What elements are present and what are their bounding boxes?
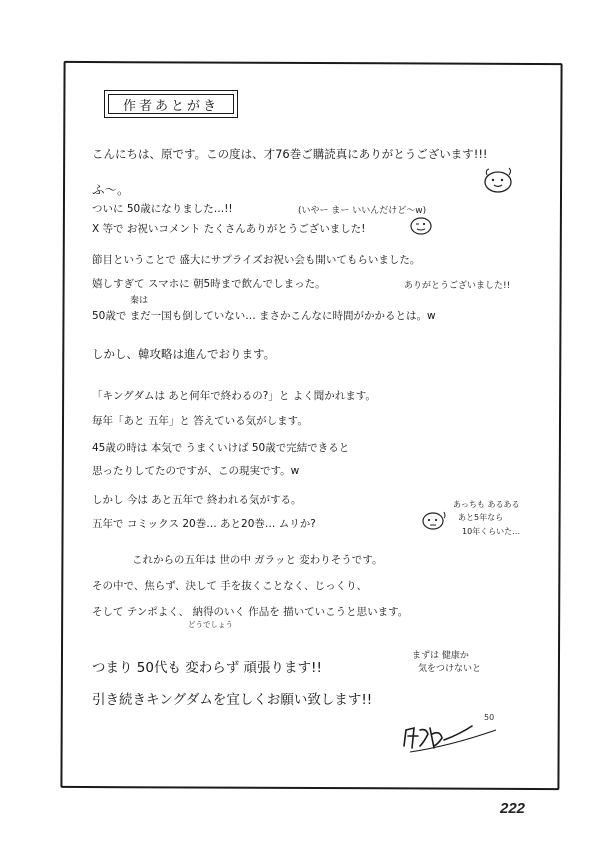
question-line: 「キングダムは あと何年で終わるの?」と よく聞かれます。 [92, 390, 376, 402]
signature-age: 50 [484, 713, 495, 722]
age-fifty-line: ついに 50歳になりました…!! [92, 203, 233, 215]
can-finish-line: しかし 今は あと五年で 終われる気がする。 [92, 494, 302, 506]
closing-line: 引き続きキングダムを宜しくお願い致します!! [92, 692, 373, 708]
twenty-volumes-line: 五年で コミックス 20巻… あと20巻… ムリか? [92, 518, 316, 530]
volumes-aside-2: あと5年なら [458, 513, 504, 522]
carefully-line: その中で、焦らず、決して 手を抜くことなく、じっくり、 [92, 580, 368, 592]
afterword-title: 作者あとがき [122, 98, 219, 114]
party-line: 嬉しすぎて スマホに 朝5時まで飲んでしまった。 [92, 278, 326, 290]
sweating-face-doodle-icon [420, 508, 448, 532]
insert-note: 秦は [130, 296, 149, 306]
volumes-aside-3: 10年くらいた… [462, 527, 521, 536]
page-number: 222 [500, 800, 526, 817]
party-aside: ありがとうございました!! [404, 281, 511, 291]
thanks-comments-line: X 等で お祝いコメント たくさんありがとうございました! [92, 223, 366, 235]
celebration-line: 節目ということで 盛大にサプライズお祝い会も開いてもらいました。 [92, 254, 421, 266]
health-aside-1: まずは 健康か [412, 651, 469, 661]
greeting-line: こんにちは、原です。この度は、才76巻ご購読真にありがとうございます!!! [92, 147, 488, 161]
smiling-face-doodle-icon [482, 166, 516, 194]
sigh-line: ふ〜。 [92, 182, 130, 197]
keep-going-line: つまり 50代も 変わらず 頑張ります!! [92, 660, 322, 676]
no-country-line: 50歳で まだ一国も倒していない… まさかこんなに時間がかかるとは。w [92, 310, 436, 322]
reality-line: 思ったりしてたのですが、この現実です。w [92, 465, 300, 477]
age-fifty-aside: (いやー まー いいんだけど〜w) [298, 206, 427, 216]
han-conquest-line: しかし、韓攻略は進んでおります。 [92, 347, 276, 361]
tempo-note: どうでしょう [188, 620, 233, 629]
good-tempo-line: そして テンポよく、 納得のいく 作品を 描いていこうと思います。 [92, 606, 409, 618]
health-aside-2: 気をつけないと [418, 664, 482, 674]
winking-face-doodle-icon [408, 214, 434, 236]
age-45-line: 45歳の時は 本気で うまくいけば 50歳で完結できると [92, 442, 350, 454]
author-signature [400, 716, 500, 756]
volumes-aside-1: あっちも あるある [453, 500, 520, 509]
title-box [104, 90, 238, 118]
next-five-years-line: これからの五年は 世の中 ガラッと 変わりそうです。 [132, 554, 383, 566]
five-years-line: 毎年「あと 五年」と 答えている気がします。 [92, 415, 308, 427]
